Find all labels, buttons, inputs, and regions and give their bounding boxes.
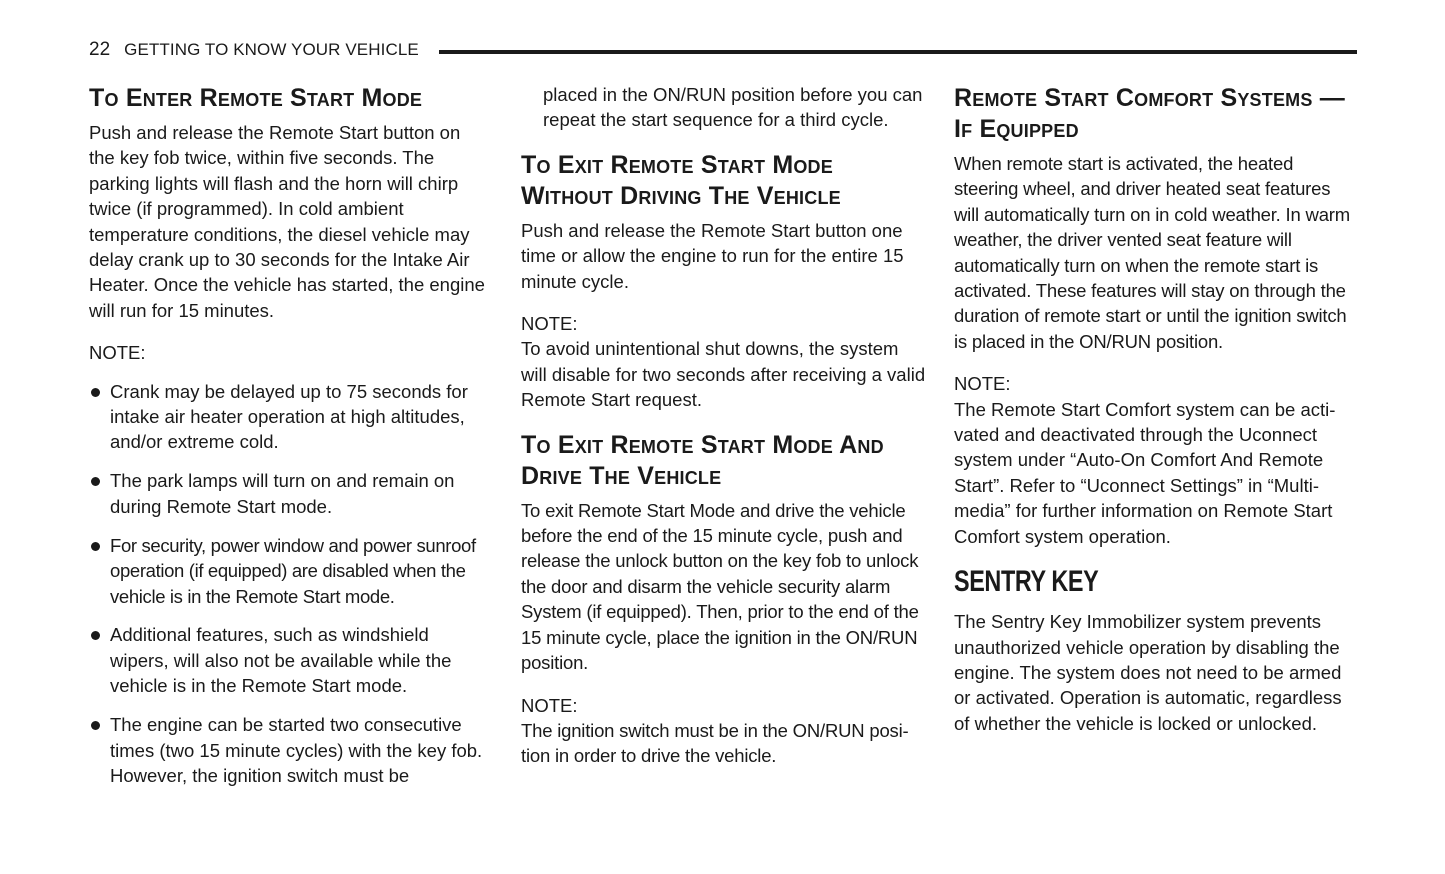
note-label: NOTE: [954, 373, 1011, 395]
column-2 [521, 82, 926, 769]
sentry-key-text: The Sentry Key Immobilizer system prevents unauthorized vehicle operation by disabling the engine. The system does not need to be armed or activated. Operation is automatic, regardless of whether the vehicle is locked or unlocked. [954, 611, 1342, 734]
enter-remote-start-text: Push and release the Remote Start button on the key fob twice, within five seconds. The parking lights will flash and the horn will chirp twice (if programmed). In cold ambient temperature conditions, the diesel vehicle may delay crank up to 30 seconds for the Intake Air Heater. Once the vehicle has started, the engine will run for 15 minutes. [89, 122, 485, 321]
note-label: NOTE: [521, 694, 578, 716]
column-3 [954, 80, 1358, 736]
heading-sentry-key: SENTRY KEY [954, 565, 1099, 599]
bullet-item: Additional features, such as windshield wipers, will also not be available while the vehicle is in the Remote Start mode. [89, 622, 489, 698]
note-text: The Remote Start Comfort system can be acti- vated and deactivated through the Uconnect system under “Auto-On Comfort And Remote Start”. Refer to “Uconnect Settings” in “Multi- media” for further information on Remote Start Comfort system operation. [954, 398, 1336, 547]
bullet-item: The park lamps will turn on and remain on during Remote Start mode. [89, 468, 489, 519]
page-header [89, 38, 1357, 62]
exit-and-drive-text: To exit Remote Start Mode and drive the vehicle before the end of the 15 minute cycle, push and release the unlock button on the key fob to unlock the door and disarm the vehicle security alarm System (if equipped). Then, prior to the end of the 15 minute cycle, place the ignition in the ON/RUN position. [521, 499, 919, 674]
note-bullet-list [89, 379, 489, 789]
heading-exit-and-drive: To Exit Remote Start Mode And Drive The Vehicle [521, 430, 884, 490]
page-number: 22 [89, 39, 111, 60]
note-text: To avoid unintentional shut downs, the system will disable for two seconds after receiving a valid Remote Start request. [521, 338, 926, 411]
heading-enter-remote-start: To Enter Remote Start Mode [89, 84, 423, 112]
bullet-item: Crank may be delayed up to 75 seconds for intake air heater operation at high altitudes, and/or extreme cold. [89, 379, 489, 455]
bullet-item: For security, power window and power sunroof operation (if equipped) are disabled when the vehicle is in the Remote Start mode. [89, 533, 489, 609]
continued-text: placed in the ON/RUN position before you can repeat the start sequence for a third cycle. [543, 84, 923, 131]
note-label: NOTE: [89, 342, 146, 364]
heading-exit-without-driving: To Exit Remote Start Mode Without Driving The Vehicle [521, 150, 841, 210]
header-rule [439, 50, 1357, 54]
exit-without-driving-text: Push and release the Remote Start button one time or allow the engine to run for the entire 15 minute cycle. [521, 219, 904, 292]
heading-comfort-systems: Remote Start Comfort Systems — If Equipped [954, 84, 1345, 143]
note-label: NOTE: [521, 313, 578, 335]
section-name: GETTING TO KNOW YOUR VEHICLE [124, 40, 419, 59]
column-1 [89, 80, 489, 802]
comfort-systems-text: When remote start is activated, the heated steering wheel, and driver heated seat features will automatically turn on in cold weather. In warm weather, the driver vented seat feature will automatically turn on when the remote start is activated. These features will stay on through the duration of remote start or until the ignition switch is placed in the ON/RUN position. [954, 153, 1350, 352]
bullet-item: The engine can be started two consecutive times (two 15 minute cycles) with the key fob. However, the ignition switch must be [89, 712, 489, 788]
note-text: The ignition switch must be in the ON/RUN posi- tion in order to drive the vehicle. [521, 719, 909, 767]
